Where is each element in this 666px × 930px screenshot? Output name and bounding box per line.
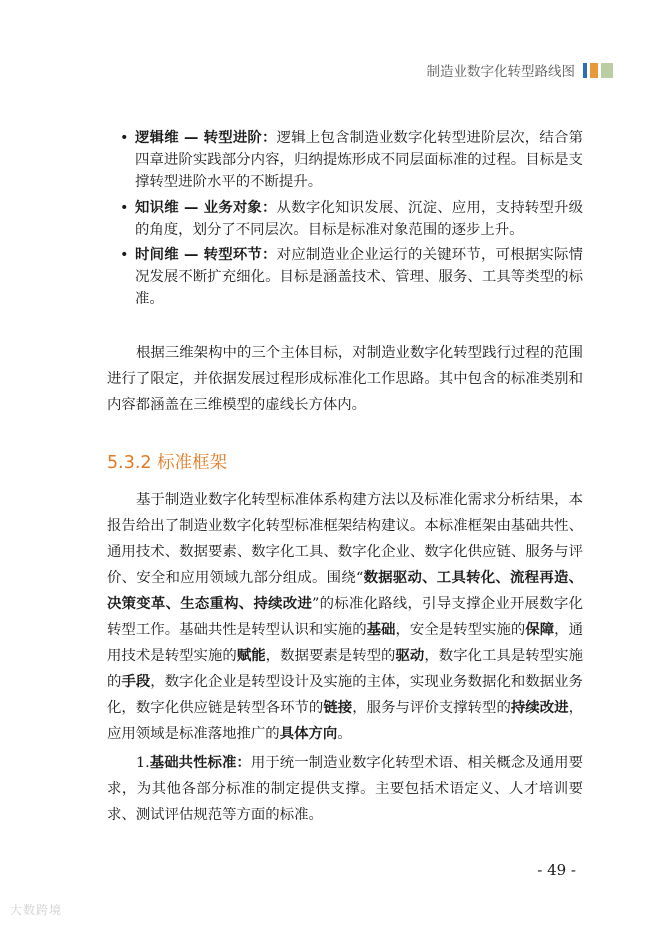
bold-run: 手段 [121,674,151,690]
bullet-term: 逻辑维 — 转型进阶： [135,130,277,146]
header-bar-blue [583,63,587,78]
paragraph-framework-description [107,487,583,747]
bold-term: 基础共性标准： [149,755,251,771]
text-run: ，数字化工具是转型实施的 [107,648,583,690]
text-run: 用于统一制造业数字化转型术语、相关概念及通用要求，为其他各部分标准的制定提供支撑。主要包括术语定义、人才培训要求、测试评估规范等方面的标准。 [107,755,583,823]
section-heading: 5.3.2 标准框架 [107,453,228,473]
list-number: 1. [136,755,150,771]
paragraph-three-dimension-summary: 根据三维架构中的三个主体目标，对制造业数字化转型践行过程的范围进行了限定，并依据发展过程形成标准化工作思路。其中包含的标准类别和内容都涵盖在三维模型的虚线长方体内。 [107,345,583,413]
bold-run: 链接 [323,700,353,716]
text-run: 。 [337,726,352,742]
running-header [427,60,614,80]
bullet-item-logic [135,127,583,194]
text-run: ，数字化企业是转型设计及实施的主体，实现业务数据化和数据业务化，数字化供应链是转型各环节的 [107,674,583,716]
paragraph-basic-common-standards [107,750,583,828]
text-run: ，安全是转型实施的 [395,622,526,638]
header-color-bars [583,63,613,78]
watermark-text: 大数跨境 [10,903,63,917]
text-run: ，服务与评价支撑转型的 [352,700,511,716]
bold-run: 持续改进 [510,700,569,716]
bold-run: 赋能 [236,648,266,664]
text-run: 基于制造业数字化转型标准体系构建方法以及标准化需求分析结果，本报告给出了制造业数字化转型标准框架结构建议。本标准框架由基础共性、通用技术、数据要素、数字化工具、数字化企业、数字化供应链、服务与评价、安全和应用领域九部分组成。围绕“ [107,492,583,586]
header-title: 制造业数字化转型路线图 [426,64,575,80]
bullet-item-knowledge [135,197,583,241]
page-number: - 49 - [537,861,576,879]
bold-run: 基础 [366,622,396,638]
bold-run: 数据驱动、工具转化、流程再造、决策变革、生态重构、持续改进 [107,570,583,612]
bold-run: 驱动 [395,648,425,664]
text-run: ，通用技术是转型实施的 [107,622,583,664]
bullet-term: 知识维 — 业务对象： [135,199,277,216]
dimension-bullet-list [135,127,583,314]
header-bar-orange [590,63,598,78]
bullet-term: 时间维 — 转型环节： [135,247,277,264]
bold-run: 具体方向 [279,726,338,742]
bullet-text: 对应制造业企业运行的关键环节，可根据实际情况发展不断扩充细化。目标是涵盖技术、管理、服务、工具等类型的标准。 [135,247,583,308]
bold-run: 保障 [525,622,555,638]
text-run: ，应用领域是标准落地推广的 [107,700,583,742]
bullet-text: 逻辑上包含制造业数字化转型进阶层次，结合第四章进阶实践部分内容，归纳提炼形成不同层面标准的过程。目标是支撑转型进阶水平的不断提升。 [135,130,583,191]
text-run: ，数据要素是转型的 [265,648,396,664]
watermark-logo [10,901,62,918]
header-bar-green [601,63,613,78]
bullet-text: 从数字化知识发展、沉淀、应用，支持转型升级的角度，划分了不同层次。目标是标准对象范围的逐步上升。 [135,199,583,238]
text-run: ”的标准化路线，引导支撑企业开展数字化转型工作。基础共性是转型认识和实施的 [107,596,583,638]
bullet-item-time [135,244,583,311]
